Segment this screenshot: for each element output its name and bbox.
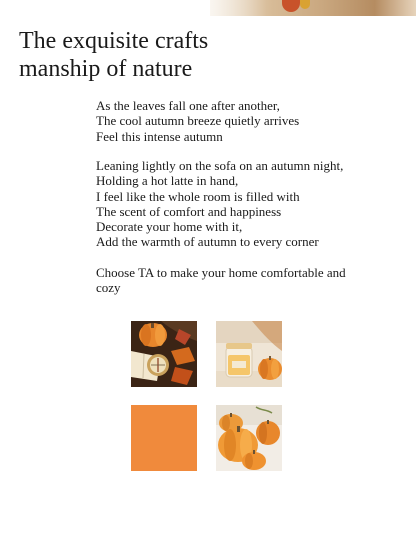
text-line: Add the warmth of autumn to every corner (96, 234, 319, 250)
text-line: As the leaves fall one after another, (96, 98, 280, 113)
title-line-2: manship of nature (19, 56, 193, 82)
candle-jar-photo (216, 321, 282, 387)
text-line: I feel like the whole room is filled with (96, 188, 300, 204)
top-decorative-banner (0, 0, 416, 16)
paragraph-3 (96, 265, 346, 296)
orange-color-swatch (131, 405, 197, 471)
text-line: Choose TA to make your home comfortable and (96, 265, 346, 280)
paragraph-2 (96, 158, 343, 250)
paragraph-1 (96, 98, 299, 144)
pumpkin-compass-photo (131, 321, 197, 387)
page-title (19, 27, 208, 83)
title-line-1: The exquisite crafts (19, 28, 209, 54)
pumpkins-photo (216, 405, 282, 471)
text-line: The scent of comfort and happiness (96, 203, 282, 219)
text-line: The cool autumn breeze quietly arrives (96, 113, 300, 129)
text-line: cozy (96, 280, 121, 296)
text-line: Feel this intense autumn (96, 128, 223, 144)
text-line: Holding a hot latte in hand, (96, 173, 239, 189)
text-line: Decorate your home with it, (96, 219, 243, 235)
text-line: Leaning lightly on the sofa on an autumn night, (96, 158, 344, 173)
